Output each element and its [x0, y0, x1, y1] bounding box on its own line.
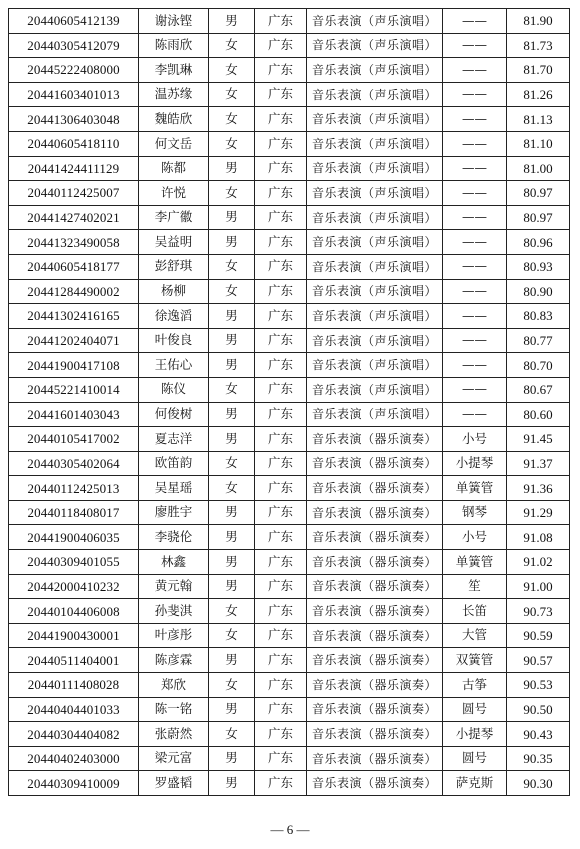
exam-id-cell: 20440104406008 [9, 599, 139, 624]
table-row [9, 451, 570, 476]
exam-id-cell: 20440511404001 [9, 648, 139, 673]
student-name-cell: 夏志洋 [139, 427, 209, 452]
gender-cell: 女 [209, 33, 255, 58]
student-name-cell: 陈都 [139, 156, 209, 181]
student-name-cell: 王佑心 [139, 353, 209, 378]
table-row [9, 82, 570, 107]
major-cell: 音乐表演（器乐演奏） [307, 771, 443, 796]
province-cell: 广东 [255, 771, 307, 796]
instrument-cell: 长笛 [443, 599, 507, 624]
table-row [9, 328, 570, 353]
score-cell: 81.26 [507, 82, 570, 107]
student-name-cell: 陈仪 [139, 377, 209, 402]
table-row [9, 279, 570, 304]
score-cell: 91.08 [507, 525, 570, 550]
table-row [9, 230, 570, 255]
gender-cell: 男 [209, 328, 255, 353]
table-row [9, 574, 570, 599]
score-cell: 90.59 [507, 623, 570, 648]
instrument-cell: —— [443, 230, 507, 255]
exam-id-cell: 20440105417002 [9, 427, 139, 452]
table-row [9, 304, 570, 329]
table-row [9, 697, 570, 722]
table-row [9, 33, 570, 58]
score-cell: 80.90 [507, 279, 570, 304]
province-cell: 广东 [255, 476, 307, 501]
table-row [9, 476, 570, 501]
exam-id-cell: 20441424411129 [9, 156, 139, 181]
instrument-cell: 单簧管 [443, 550, 507, 575]
instrument-cell: —— [443, 328, 507, 353]
gender-cell: 女 [209, 82, 255, 107]
exam-id-cell: 20440305412079 [9, 33, 139, 58]
instrument-cell: —— [443, 9, 507, 34]
instrument-cell: 钢琴 [443, 500, 507, 525]
province-cell: 广东 [255, 451, 307, 476]
gender-cell: 男 [209, 697, 255, 722]
page-number: — 6 — [270, 822, 310, 837]
score-cell: 80.77 [507, 328, 570, 353]
instrument-cell: 笙 [443, 574, 507, 599]
province-cell: 广东 [255, 131, 307, 156]
province-cell: 广东 [255, 746, 307, 771]
gender-cell: 男 [209, 402, 255, 427]
exam-id-cell: 20440112425007 [9, 181, 139, 206]
major-cell: 音乐表演（声乐演唱） [307, 82, 443, 107]
province-cell: 广东 [255, 648, 307, 673]
table-row [9, 673, 570, 698]
major-cell: 音乐表演（器乐演奏） [307, 525, 443, 550]
exam-id-cell: 20440402403000 [9, 746, 139, 771]
instrument-cell: 古筝 [443, 673, 507, 698]
table-row [9, 648, 570, 673]
instrument-cell: —— [443, 377, 507, 402]
instrument-cell: —— [443, 156, 507, 181]
province-cell: 广东 [255, 353, 307, 378]
table-row [9, 550, 570, 575]
gender-cell: 女 [209, 181, 255, 206]
exam-id-cell: 20441323490058 [9, 230, 139, 255]
instrument-cell: 小提琴 [443, 451, 507, 476]
instrument-cell: —— [443, 33, 507, 58]
instrument-cell: 大管 [443, 623, 507, 648]
major-cell: 音乐表演（器乐演奏） [307, 574, 443, 599]
instrument-cell: —— [443, 131, 507, 156]
score-cell: 90.53 [507, 673, 570, 698]
student-name-cell: 李骁伦 [139, 525, 209, 550]
major-cell: 音乐表演（器乐演奏） [307, 746, 443, 771]
score-cell: 91.37 [507, 451, 570, 476]
exam-id-cell: 20441603401013 [9, 82, 139, 107]
province-cell: 广东 [255, 33, 307, 58]
major-cell: 音乐表演（声乐演唱） [307, 254, 443, 279]
gender-cell: 男 [209, 525, 255, 550]
major-cell: 音乐表演（器乐演奏） [307, 648, 443, 673]
score-cell: 81.13 [507, 107, 570, 132]
score-cell: 90.73 [507, 599, 570, 624]
score-cell: 80.83 [507, 304, 570, 329]
table-row [9, 131, 570, 156]
province-cell: 广东 [255, 525, 307, 550]
exam-id-cell: 20440305402064 [9, 451, 139, 476]
student-name-cell: 陈彦霖 [139, 648, 209, 673]
table-row [9, 722, 570, 747]
score-cell: 91.45 [507, 427, 570, 452]
province-cell: 广东 [255, 181, 307, 206]
major-cell: 音乐表演（器乐演奏） [307, 550, 443, 575]
instrument-cell: —— [443, 402, 507, 427]
score-cell: 81.90 [507, 9, 570, 34]
exam-id-cell: 20445222408000 [9, 58, 139, 83]
instrument-cell: —— [443, 181, 507, 206]
gender-cell: 女 [209, 254, 255, 279]
student-name-cell: 吴益明 [139, 230, 209, 255]
student-name-cell: 温苏缘 [139, 82, 209, 107]
major-cell: 音乐表演（声乐演唱） [307, 377, 443, 402]
gender-cell: 男 [209, 427, 255, 452]
province-cell: 广东 [255, 205, 307, 230]
table-row [9, 500, 570, 525]
student-name-cell: 林鑫 [139, 550, 209, 575]
table-row [9, 156, 570, 181]
exam-id-cell: 20441427402021 [9, 205, 139, 230]
table-row [9, 107, 570, 132]
major-cell: 音乐表演（器乐演奏） [307, 623, 443, 648]
province-cell: 广东 [255, 550, 307, 575]
table-row [9, 353, 570, 378]
instrument-cell: 双簧管 [443, 648, 507, 673]
student-name-cell: 魏皓欣 [139, 107, 209, 132]
student-name-cell: 黄元翰 [139, 574, 209, 599]
major-cell: 音乐表演（器乐演奏） [307, 697, 443, 722]
table-row [9, 623, 570, 648]
province-cell: 广东 [255, 156, 307, 181]
student-name-cell: 何俊树 [139, 402, 209, 427]
student-name-cell: 杨柳 [139, 279, 209, 304]
score-cell: 81.10 [507, 131, 570, 156]
gender-cell: 男 [209, 746, 255, 771]
student-name-cell: 梁元富 [139, 746, 209, 771]
student-name-cell: 徐逸滔 [139, 304, 209, 329]
student-name-cell: 张蔚然 [139, 722, 209, 747]
instrument-cell: —— [443, 353, 507, 378]
table-row [9, 771, 570, 796]
province-cell: 广东 [255, 599, 307, 624]
table-body [9, 9, 570, 796]
exam-id-cell: 20440605412139 [9, 9, 139, 34]
province-cell: 广东 [255, 82, 307, 107]
score-cell: 80.97 [507, 205, 570, 230]
major-cell: 音乐表演（器乐演奏） [307, 476, 443, 501]
gender-cell: 男 [209, 771, 255, 796]
exam-id-cell: 20441306403048 [9, 107, 139, 132]
major-cell: 音乐表演（声乐演唱） [307, 402, 443, 427]
major-cell: 音乐表演（声乐演唱） [307, 107, 443, 132]
instrument-cell: —— [443, 254, 507, 279]
exam-id-cell: 20440309410009 [9, 771, 139, 796]
province-cell: 广东 [255, 673, 307, 698]
table-row [9, 205, 570, 230]
instrument-cell: —— [443, 82, 507, 107]
province-cell: 广东 [255, 427, 307, 452]
results-table [8, 8, 570, 796]
student-name-cell: 谢泳铿 [139, 9, 209, 34]
score-cell: 90.43 [507, 722, 570, 747]
score-cell: 80.96 [507, 230, 570, 255]
instrument-cell: 单簧管 [443, 476, 507, 501]
student-name-cell: 罗盛韬 [139, 771, 209, 796]
gender-cell: 女 [209, 107, 255, 132]
instrument-cell: —— [443, 279, 507, 304]
exam-id-cell: 20441601403043 [9, 402, 139, 427]
province-cell: 广东 [255, 230, 307, 255]
province-cell: 广东 [255, 254, 307, 279]
gender-cell: 男 [209, 574, 255, 599]
score-cell: 91.29 [507, 500, 570, 525]
student-name-cell: 陈一铭 [139, 697, 209, 722]
gender-cell: 男 [209, 304, 255, 329]
exam-id-cell: 20440605418110 [9, 131, 139, 156]
student-name-cell: 廖胜宇 [139, 500, 209, 525]
table-row [9, 9, 570, 34]
score-cell: 80.93 [507, 254, 570, 279]
exam-id-cell: 20441202404071 [9, 328, 139, 353]
gender-cell: 男 [209, 156, 255, 181]
major-cell: 音乐表演（声乐演唱） [307, 9, 443, 34]
major-cell: 音乐表演（声乐演唱） [307, 131, 443, 156]
major-cell: 音乐表演（声乐演唱） [307, 156, 443, 181]
gender-cell: 女 [209, 722, 255, 747]
instrument-cell: 圆号 [443, 697, 507, 722]
province-cell: 广东 [255, 279, 307, 304]
major-cell: 音乐表演（声乐演唱） [307, 33, 443, 58]
major-cell: 音乐表演（器乐演奏） [307, 599, 443, 624]
instrument-cell: 小号 [443, 427, 507, 452]
gender-cell: 女 [209, 451, 255, 476]
instrument-cell: —— [443, 304, 507, 329]
student-name-cell: 叶彦彤 [139, 623, 209, 648]
student-name-cell: 孙斐淇 [139, 599, 209, 624]
student-name-cell: 吴星瑶 [139, 476, 209, 501]
gender-cell: 女 [209, 476, 255, 501]
exam-id-cell: 20441900430001 [9, 623, 139, 648]
gender-cell: 男 [209, 205, 255, 230]
table-row [9, 181, 570, 206]
exam-id-cell: 20440309401055 [9, 550, 139, 575]
score-cell: 91.00 [507, 574, 570, 599]
student-name-cell: 许悦 [139, 181, 209, 206]
gender-cell: 男 [209, 550, 255, 575]
province-cell: 广东 [255, 304, 307, 329]
major-cell: 音乐表演（器乐演奏） [307, 427, 443, 452]
student-name-cell: 李广徽 [139, 205, 209, 230]
gender-cell: 男 [209, 353, 255, 378]
exam-id-cell: 20441900417108 [9, 353, 139, 378]
instrument-cell: 小号 [443, 525, 507, 550]
major-cell: 音乐表演（器乐演奏） [307, 673, 443, 698]
student-name-cell: 彭舒琪 [139, 254, 209, 279]
major-cell: 音乐表演（声乐演唱） [307, 353, 443, 378]
table-row [9, 254, 570, 279]
major-cell: 音乐表演（声乐演唱） [307, 279, 443, 304]
exam-id-cell: 20442000410232 [9, 574, 139, 599]
province-cell: 广东 [255, 377, 307, 402]
score-cell: 90.30 [507, 771, 570, 796]
table-row [9, 377, 570, 402]
student-name-cell: 李凯琳 [139, 58, 209, 83]
major-cell: 音乐表演（器乐演奏） [307, 451, 443, 476]
score-cell: 80.97 [507, 181, 570, 206]
score-cell: 81.70 [507, 58, 570, 83]
exam-id-cell: 20441284490002 [9, 279, 139, 304]
instrument-cell: —— [443, 58, 507, 83]
gender-cell: 女 [209, 377, 255, 402]
instrument-cell: —— [443, 205, 507, 230]
score-cell: 91.02 [507, 550, 570, 575]
gender-cell: 女 [209, 58, 255, 83]
gender-cell: 女 [209, 673, 255, 698]
score-cell: 91.36 [507, 476, 570, 501]
student-name-cell: 欧笛韵 [139, 451, 209, 476]
exam-id-cell: 20440605418177 [9, 254, 139, 279]
major-cell: 音乐表演（声乐演唱） [307, 328, 443, 353]
province-cell: 广东 [255, 623, 307, 648]
major-cell: 音乐表演（声乐演唱） [307, 58, 443, 83]
table-row [9, 427, 570, 452]
major-cell: 音乐表演（声乐演唱） [307, 304, 443, 329]
province-cell: 广东 [255, 107, 307, 132]
exam-id-cell: 20440112425013 [9, 476, 139, 501]
province-cell: 广东 [255, 58, 307, 83]
gender-cell: 女 [209, 599, 255, 624]
province-cell: 广东 [255, 328, 307, 353]
results-table-container [8, 8, 569, 796]
table-row [9, 402, 570, 427]
instrument-cell: 圆号 [443, 746, 507, 771]
major-cell: 音乐表演（声乐演唱） [307, 230, 443, 255]
score-cell: 90.57 [507, 648, 570, 673]
score-cell: 81.73 [507, 33, 570, 58]
major-cell: 音乐表演（声乐演唱） [307, 181, 443, 206]
student-name-cell: 郑欣 [139, 673, 209, 698]
province-cell: 广东 [255, 574, 307, 599]
exam-id-cell: 20441302416165 [9, 304, 139, 329]
score-cell: 90.35 [507, 746, 570, 771]
exam-id-cell: 20440111408028 [9, 673, 139, 698]
table-row [9, 525, 570, 550]
province-cell: 广东 [255, 697, 307, 722]
gender-cell: 男 [209, 648, 255, 673]
table-row [9, 58, 570, 83]
score-cell: 80.60 [507, 402, 570, 427]
province-cell: 广东 [255, 402, 307, 427]
province-cell: 广东 [255, 9, 307, 34]
student-name-cell: 何文岳 [139, 131, 209, 156]
major-cell: 音乐表演（器乐演奏） [307, 500, 443, 525]
score-cell: 81.00 [507, 156, 570, 181]
student-name-cell: 叶俊良 [139, 328, 209, 353]
instrument-cell: 小提琴 [443, 722, 507, 747]
gender-cell: 女 [209, 279, 255, 304]
exam-id-cell: 20441900406035 [9, 525, 139, 550]
gender-cell: 男 [209, 230, 255, 255]
score-cell: 80.67 [507, 377, 570, 402]
instrument-cell: 萨克斯 [443, 771, 507, 796]
gender-cell: 女 [209, 623, 255, 648]
score-cell: 80.70 [507, 353, 570, 378]
table-row [9, 746, 570, 771]
instrument-cell: —— [443, 107, 507, 132]
student-name-cell: 陈雨欣 [139, 33, 209, 58]
major-cell: 音乐表演（声乐演唱） [307, 205, 443, 230]
gender-cell: 女 [209, 131, 255, 156]
major-cell: 音乐表演（器乐演奏） [307, 722, 443, 747]
gender-cell: 男 [209, 500, 255, 525]
exam-id-cell: 20445221410014 [9, 377, 139, 402]
exam-id-cell: 20440118408017 [9, 500, 139, 525]
province-cell: 广东 [255, 722, 307, 747]
table-row [9, 599, 570, 624]
score-cell: 90.50 [507, 697, 570, 722]
gender-cell: 男 [209, 9, 255, 34]
province-cell: 广东 [255, 500, 307, 525]
exam-id-cell: 20440404401033 [9, 697, 139, 722]
exam-id-cell: 20440304404082 [9, 722, 139, 747]
